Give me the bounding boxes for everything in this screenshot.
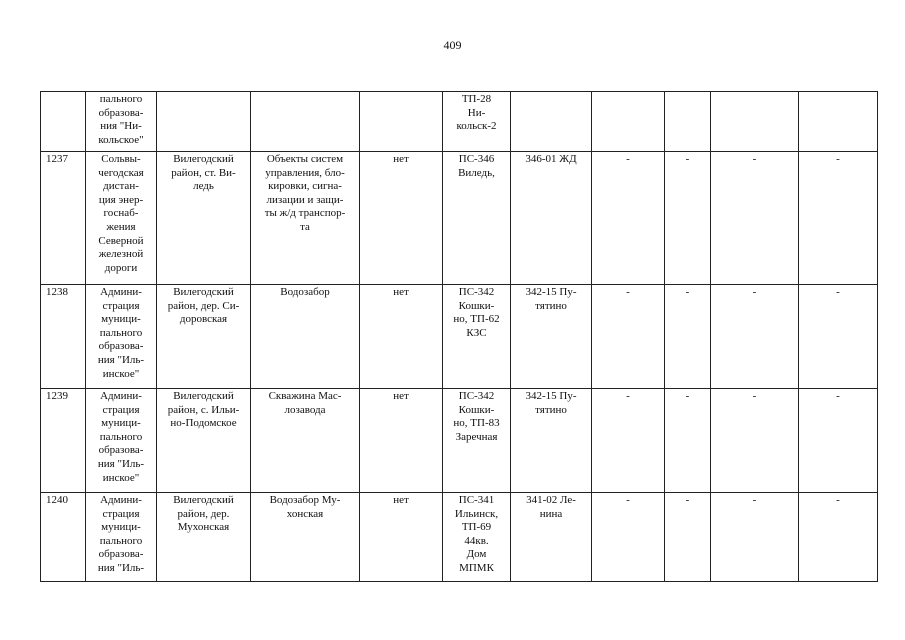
cell-value-3: - <box>711 493 799 582</box>
cell-value-4: - <box>799 152 878 285</box>
cell-power-source: ТП-28 Ни- кольск-2 <box>443 92 511 152</box>
cell-object <box>251 92 360 152</box>
cell-feeder: 341-02 Ле- нина <box>511 493 592 582</box>
cell-address: Вилегодский район, дер. Си- доровская <box>157 285 251 389</box>
cell-value-1: - <box>592 152 665 285</box>
table-row <box>41 92 878 152</box>
cell-value-1 <box>592 92 665 152</box>
cell-address <box>157 92 251 152</box>
cell-number: 1239 <box>41 389 86 493</box>
cell-number: 1240 <box>41 493 86 582</box>
cell-object: Водозабор <box>251 285 360 389</box>
cell-value-2: - <box>665 389 711 493</box>
cell-value-3 <box>711 92 799 152</box>
table-row <box>41 389 878 493</box>
cell-organization: пального образова- ния "Ни- кольское" <box>86 92 157 152</box>
cell-flag: нет <box>360 285 443 389</box>
cell-number: 1238 <box>41 285 86 389</box>
cell-address: Вилегодский район, с. Ильи- но-Подомское <box>157 389 251 493</box>
cell-number <box>41 92 86 152</box>
cell-object: Водозабор Му- хонская <box>251 493 360 582</box>
document-table <box>40 91 878 582</box>
cell-value-2: - <box>665 493 711 582</box>
table-row <box>41 285 878 389</box>
cell-organization: Админи- страция муници- пального образова- ния "Иль- инское" <box>86 285 157 389</box>
table-row <box>41 152 878 285</box>
cell-value-2: - <box>665 152 711 285</box>
cell-feeder <box>511 92 592 152</box>
cell-value-3: - <box>711 152 799 285</box>
cell-object: Объекты систем управления, бло- кировки, сигна- лизации и защи- ты ж/д транспор- та <box>251 152 360 285</box>
cell-value-4 <box>799 92 878 152</box>
cell-flag: нет <box>360 493 443 582</box>
cell-value-3: - <box>711 285 799 389</box>
cell-power-source: ПС-341 Ильинск, ТП-69 44кв. Дом МПМК <box>443 493 511 582</box>
cell-organization: Сольвы- чегодская дистан- ция энер- госнаб- жения Северной железной дороги <box>86 152 157 285</box>
cell-address: Вилегодский район, дер. Мухонская <box>157 493 251 582</box>
cell-organization: Админи- страция муници- пального образова- ния "Иль- <box>86 493 157 582</box>
cell-value-1: - <box>592 285 665 389</box>
cell-value-2: - <box>665 285 711 389</box>
table-row <box>41 493 878 582</box>
cell-value-4: - <box>799 493 878 582</box>
cell-flag <box>360 92 443 152</box>
cell-value-4: - <box>799 389 878 493</box>
cell-feeder: 342-15 Пу- тятино <box>511 285 592 389</box>
cell-number: 1237 <box>41 152 86 285</box>
cell-power-source: ПС-346 Виледь, <box>443 152 511 285</box>
cell-organization: Админи- страция муници- пального образова- ния "Иль- инское" <box>86 389 157 493</box>
cell-value-2 <box>665 92 711 152</box>
cell-value-4: - <box>799 285 878 389</box>
cell-address: Вилегодский район, ст. Ви- ледь <box>157 152 251 285</box>
cell-power-source: ПС-342 Кошки- но, ТП-83 Заречная <box>443 389 511 493</box>
cell-value-1: - <box>592 389 665 493</box>
cell-object: Скважина Мас- лозавода <box>251 389 360 493</box>
cell-feeder: 346-01 ЖД <box>511 152 592 285</box>
cell-flag: нет <box>360 152 443 285</box>
page-number: 409 <box>443 38 462 52</box>
cell-flag: нет <box>360 389 443 493</box>
cell-feeder: 342-15 Пу- тятино <box>511 389 592 493</box>
cell-value-1: - <box>592 493 665 582</box>
cell-value-3: - <box>711 389 799 493</box>
cell-power-source: ПС-342 Кошки- но, ТП-62 КЗС <box>443 285 511 389</box>
